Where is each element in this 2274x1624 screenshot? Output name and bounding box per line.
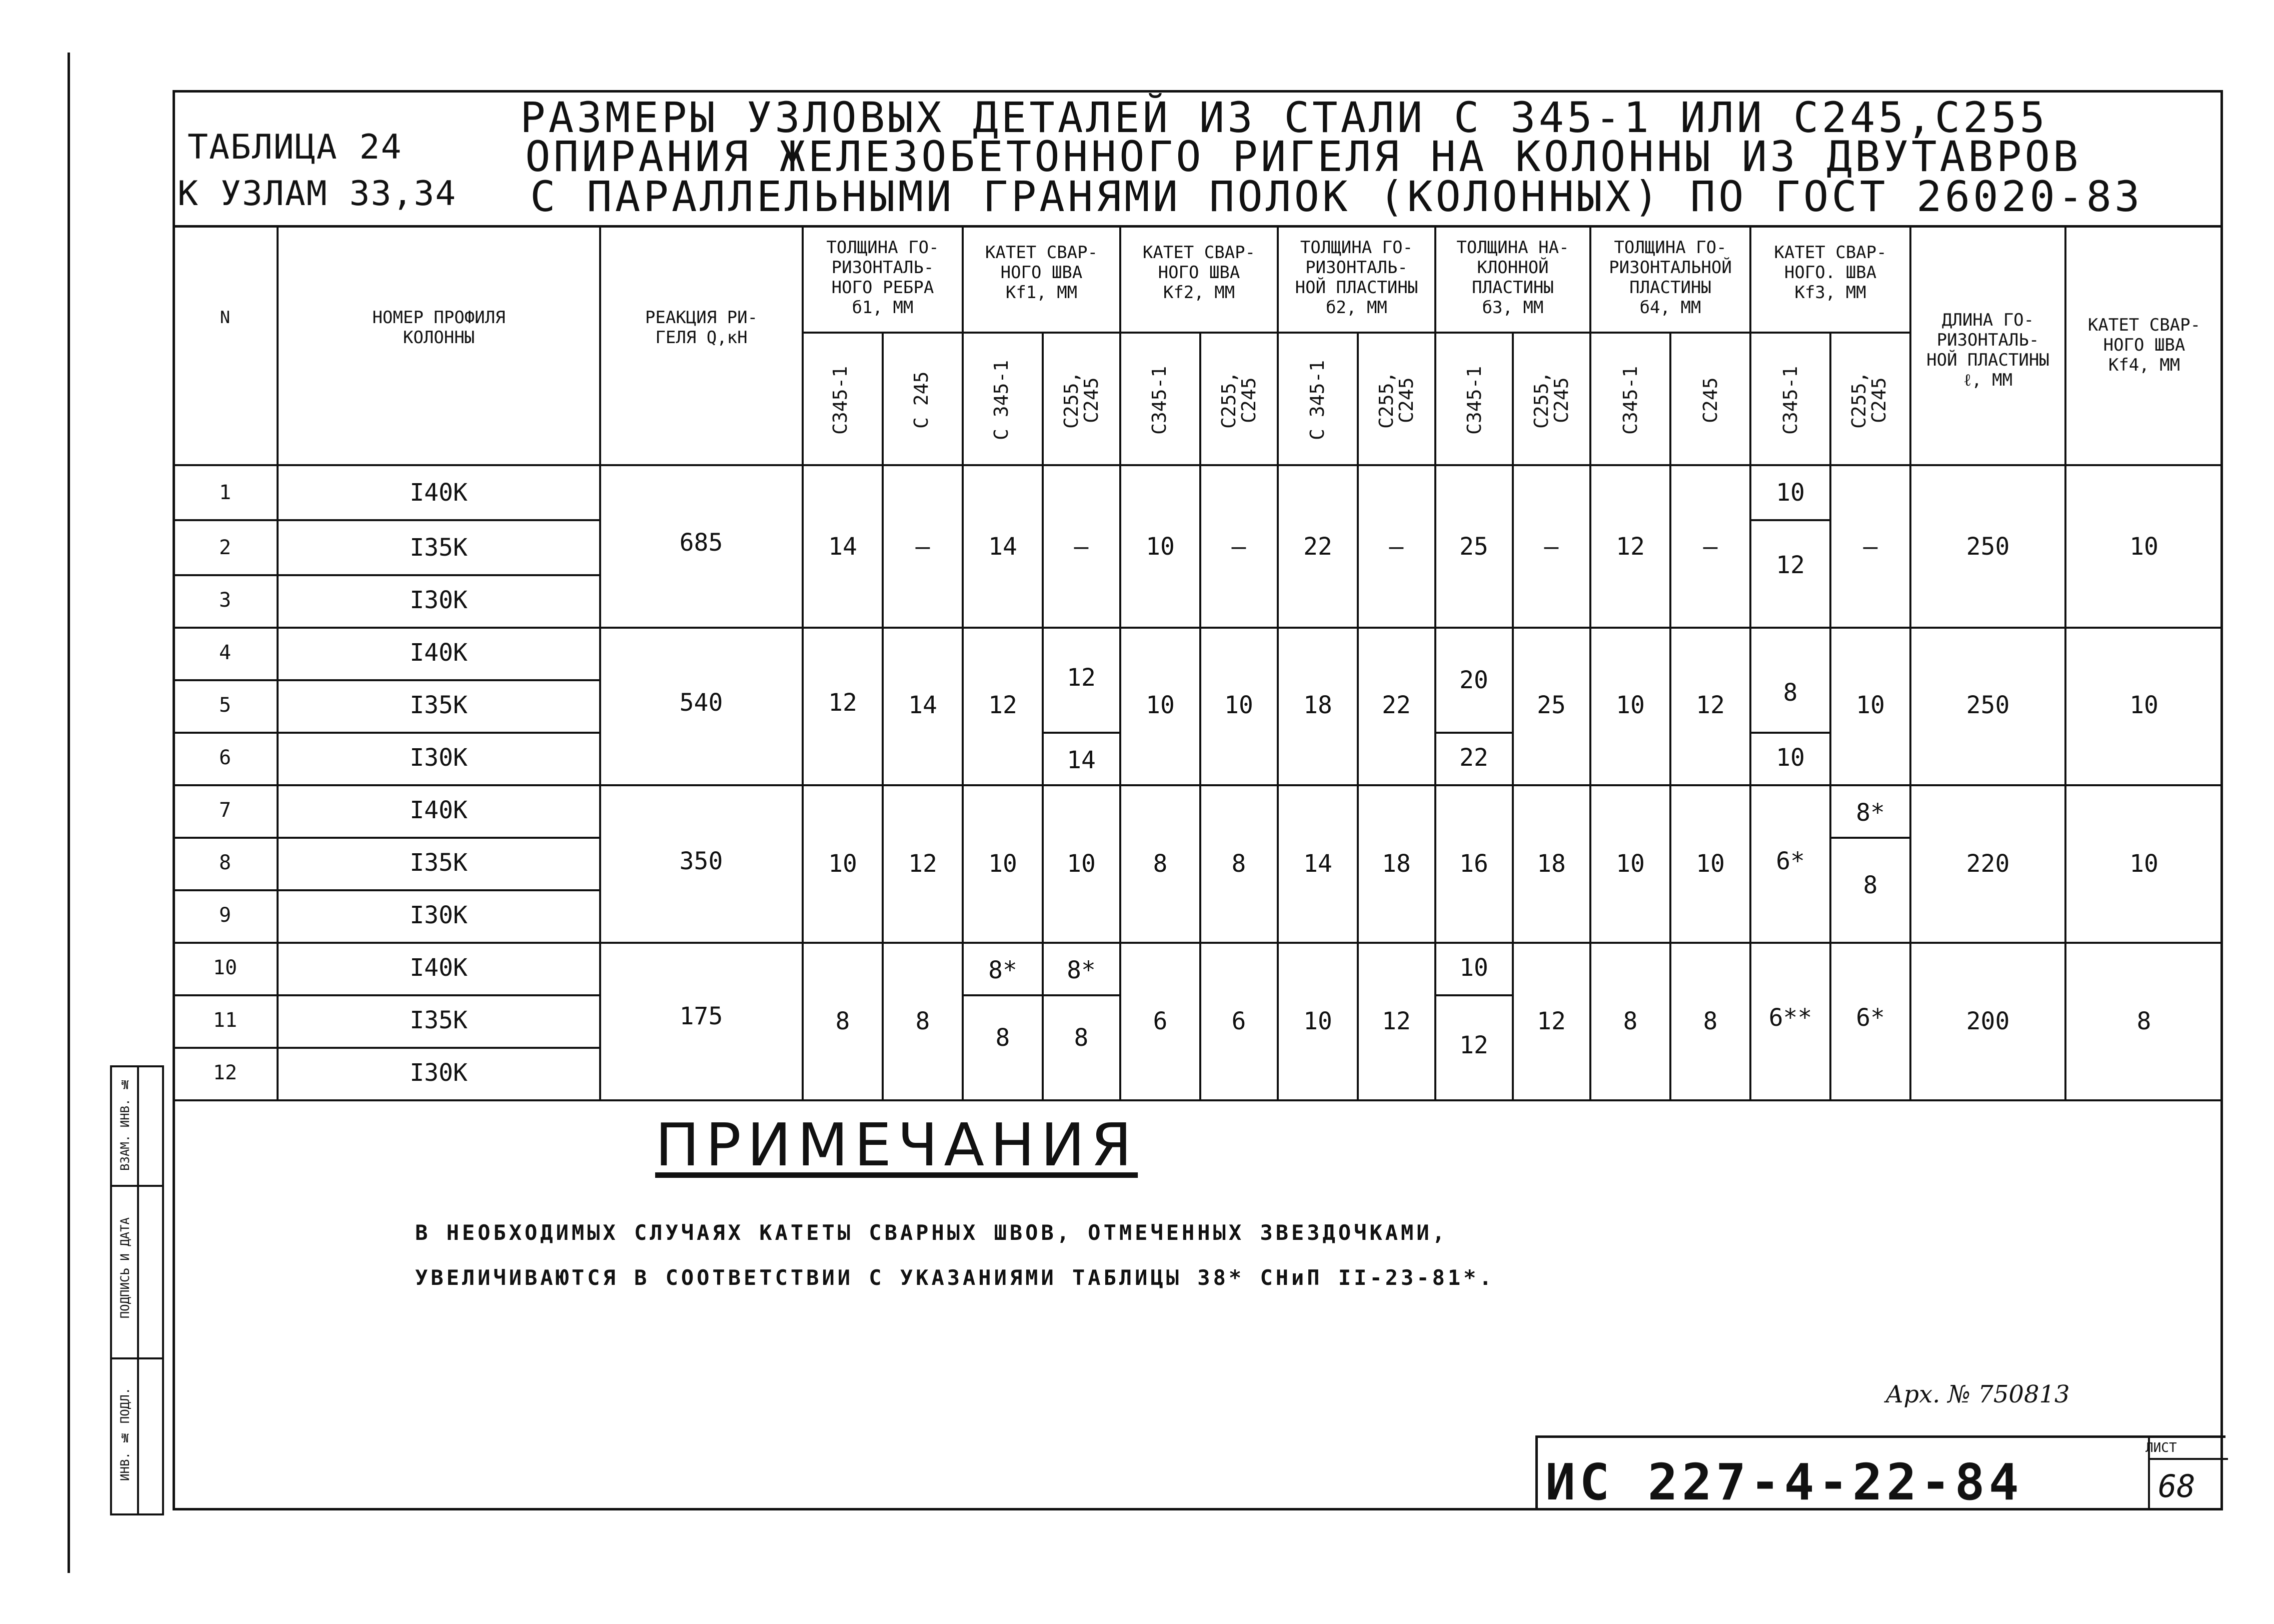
row-n: 11 bbox=[213, 1009, 238, 1032]
b2-c345-value: 10 bbox=[1303, 1007, 1332, 1035]
b3-c255-value: 12 bbox=[1537, 1007, 1566, 1035]
kf1-c255-value: 14 bbox=[1067, 746, 1096, 774]
kf2-c345-value: 10 bbox=[1146, 533, 1175, 561]
kf2-c255-value: 6 bbox=[1231, 1007, 1246, 1035]
sub-kf2-c255: С255, С245 bbox=[1218, 371, 1260, 429]
row-n: 1 bbox=[219, 481, 232, 504]
kf3-c255-value: — bbox=[1863, 533, 1878, 561]
b3-c345-value: 25 bbox=[1459, 533, 1488, 561]
header-b4: ТОЛЩИНА ГО- РИЗОНТАЛЬНОЙ ПЛАСТИНЫ б4, ММ bbox=[1609, 238, 1732, 318]
kf3-c255-value: 6* bbox=[1856, 1004, 1885, 1032]
row-profile: I35К bbox=[410, 534, 468, 562]
kf2-c255-value: 10 bbox=[1224, 691, 1253, 719]
kf2-c255-value: 8 bbox=[1231, 850, 1246, 878]
nodes-label: К УЗЛАМ 33,34 bbox=[178, 174, 457, 214]
header-length: ДЛИНА ГО- РИЗОНТАЛЬ- НОЙ ПЛАСТИНЫ ℓ, ММ bbox=[1926, 310, 2049, 390]
header-kf2: КАТЕТ СВАР- НОГО ШВА Кf2, ММ bbox=[1142, 243, 1256, 303]
b2-c255-value: 22 bbox=[1382, 691, 1411, 719]
b3-c255-value: 18 bbox=[1537, 850, 1566, 878]
b3-c255-value: — bbox=[1544, 533, 1559, 561]
sub-b3-c345: С345-1 bbox=[1463, 366, 1485, 435]
row-n: 4 bbox=[219, 641, 232, 664]
b3-c255-value: 25 bbox=[1537, 691, 1566, 719]
b4-c245-value: 12 bbox=[1696, 691, 1725, 719]
kf1-c345-value: 14 bbox=[988, 533, 1017, 561]
kf3-c255-value: 8* bbox=[1856, 799, 1885, 827]
row-n: 12 bbox=[213, 1061, 238, 1084]
kf4-value: 8 bbox=[2136, 1007, 2151, 1035]
kf2-c345-value: 10 bbox=[1146, 691, 1175, 719]
row-profile: I30К bbox=[410, 901, 468, 929]
side-stamp bbox=[110, 1065, 164, 1515]
b3-c345-value: 16 bbox=[1459, 850, 1488, 878]
row-profile: I35К bbox=[410, 849, 468, 877]
b4-c245-value: 8 bbox=[1703, 1007, 1718, 1035]
header-profile: НОМЕР ПРОФИЛЯ КОЛОННЫ bbox=[372, 308, 506, 348]
row-profile: I40К bbox=[410, 954, 468, 982]
row-profile: I40К bbox=[410, 796, 468, 824]
header-b1: ТОЛЩИНА ГО- РИЗОНТАЛЬ- НОГО РЕБРА б1, ММ bbox=[826, 238, 939, 318]
kf2-c345-value: 6 bbox=[1153, 1007, 1168, 1035]
row-n: 10 bbox=[213, 956, 238, 979]
reaction-value: 540 bbox=[679, 689, 723, 717]
header-kf4: КАТЕТ СВАР- НОГО ШВА Кf4, ММ bbox=[2087, 315, 2201, 375]
kf1-c345-value: 10 bbox=[988, 850, 1017, 878]
b4-c245-value: 10 bbox=[1696, 850, 1725, 878]
length-value: 220 bbox=[1966, 850, 2010, 878]
kf3-c345-value: 6** bbox=[1768, 1004, 1812, 1032]
b2-c255-value: 12 bbox=[1382, 1007, 1411, 1035]
kf3-c345-value: 10 bbox=[1776, 479, 1805, 507]
b3-c345-value: 10 bbox=[1459, 954, 1488, 982]
sub-kf1-c255: С255, С245 bbox=[1060, 371, 1102, 429]
kf4-value: 10 bbox=[2129, 533, 2158, 561]
kf1-c255-value: 8* bbox=[1067, 956, 1096, 984]
sub-b4-c245: С245 bbox=[1699, 377, 1721, 423]
stamp-inv-orig: ИНВ. № ПОДЛ. bbox=[118, 1387, 132, 1481]
kf4-value: 10 bbox=[2129, 850, 2158, 878]
sub-b2-c255: С255, С245 bbox=[1375, 371, 1417, 429]
kf3-c255-value: 10 bbox=[1856, 691, 1885, 719]
row-n: 2 bbox=[219, 536, 232, 559]
row-n: 8 bbox=[219, 851, 232, 874]
b3-c345-value: 22 bbox=[1459, 744, 1488, 772]
kf3-c345-value: 8 bbox=[1783, 679, 1798, 707]
b1-c245-value: 14 bbox=[908, 691, 937, 719]
kf3-c345-value: 12 bbox=[1776, 551, 1805, 579]
sheet-label: ЛИСТ bbox=[2145, 1440, 2177, 1455]
b1-c345-value: 12 bbox=[828, 689, 857, 717]
b3-c345-value: 12 bbox=[1459, 1031, 1488, 1059]
b2-c345-value: 18 bbox=[1303, 691, 1332, 719]
header-b3: ТОЛЩИНА НА- КЛОННОЙ ПЛАСТИНЫ б3, ММ bbox=[1456, 238, 1569, 318]
length-value: 200 bbox=[1966, 1007, 2010, 1035]
row-profile: I30К bbox=[410, 1059, 468, 1087]
title-line-1: РАЗМЕРЫ УЗЛОВЫХ ДЕТАЛЕЙ ИЗ СТАЛИ С 345-1 ИЛИ С245,С255 bbox=[520, 93, 2048, 142]
row-n: 3 bbox=[219, 589, 232, 612]
kf3-c255-value: 8 bbox=[1863, 871, 1878, 899]
b4-c345-value: 12 bbox=[1616, 533, 1645, 561]
header-n: N bbox=[220, 308, 231, 328]
notes-title: ПРИМЕЧАНИЯ bbox=[655, 1110, 1138, 1179]
b4-c245-value: — bbox=[1703, 533, 1718, 561]
row-profile: I30К bbox=[410, 744, 468, 772]
header-kf1: КАТЕТ СВАР- НОГО ШВА Кf1, ММ bbox=[985, 243, 1098, 303]
sub-kf2-c345: С345-1 bbox=[1148, 366, 1170, 435]
sub-kf3-c345: С345-1 bbox=[1779, 366, 1801, 435]
kf1-c255-value: 12 bbox=[1067, 664, 1096, 692]
sub-kf1-c345: С 345-1 bbox=[990, 360, 1012, 441]
kf4-value: 10 bbox=[2129, 691, 2158, 719]
kf3-c345-value: 10 bbox=[1776, 744, 1805, 772]
kf1-c255-value: 8 bbox=[1074, 1024, 1089, 1052]
row-n: 7 bbox=[219, 799, 232, 822]
row-n: 6 bbox=[219, 746, 232, 769]
b1-c245-value: 12 bbox=[908, 850, 937, 878]
row-n: 9 bbox=[219, 904, 232, 927]
b1-c245-value: 8 bbox=[915, 1007, 930, 1035]
kf1-c345-value: 8* bbox=[988, 956, 1017, 984]
row-profile: I35К bbox=[410, 691, 468, 719]
header-reaction: РЕАКЦИЯ РИ- ГЕЛЯ Q,кН bbox=[645, 308, 758, 348]
header-b2: ТОЛЩИНА ГО- РИЗОНТАЛЬ- НОЙ ПЛАСТИНЫ б2, ММ bbox=[1295, 238, 1418, 318]
kf1-c345-value: 12 bbox=[988, 691, 1017, 719]
b4-c345-value: 10 bbox=[1616, 691, 1645, 719]
document-code: ИС 227-4-22-84 bbox=[1545, 1453, 2023, 1511]
reaction-value: 685 bbox=[679, 529, 723, 557]
b2-c345-value: 14 bbox=[1303, 850, 1332, 878]
b1-c345-value: 10 bbox=[828, 850, 857, 878]
b2-c345-value: 22 bbox=[1303, 533, 1332, 561]
header-kf3: КАТЕТ СВАР- НОГО. ШВА Кf3, ММ bbox=[1774, 243, 1887, 303]
kf2-c255-value: — bbox=[1231, 533, 1246, 561]
row-profile: I40К bbox=[410, 479, 468, 507]
b4-c345-value: 8 bbox=[1623, 1007, 1638, 1035]
sub-kf3-c255: С255, С245 bbox=[1848, 371, 1890, 429]
b1-c345-value: 14 bbox=[828, 533, 857, 561]
sub-b4-c345: С345-1 bbox=[1619, 366, 1641, 435]
sub-b1-c345: С345-1 bbox=[829, 366, 851, 435]
archive-number: Арх. № 750813 bbox=[1885, 1380, 2070, 1408]
b3-c345-value: 20 bbox=[1459, 666, 1488, 694]
reaction-value: 175 bbox=[679, 1002, 723, 1030]
stamp-inv-replace: ВЗАМ. ИНВ. № bbox=[118, 1077, 132, 1171]
title-line-2: ОПИРАНИЯ ЖЕЛЕЗОБЕТОННОГО РИГЕЛЯ НА КОЛОННЫ ИЗ ДВУТАВРОВ bbox=[525, 132, 2081, 181]
reaction-value: 350 bbox=[679, 847, 723, 875]
sheet-number: 68 bbox=[2158, 1468, 2195, 1504]
b1-c345-value: 8 bbox=[835, 1007, 850, 1035]
row-profile: I35К bbox=[410, 1006, 468, 1034]
row-profile: I40К bbox=[410, 639, 468, 667]
title-line-3: С ПАРАЛЛЕЛЬНЫМИ ГРАНЯМИ ПОЛОК (КОЛОННЫХ) ПО ГОСТ 26020-83 bbox=[530, 172, 2143, 221]
b2-c255-value: — bbox=[1389, 533, 1404, 561]
b1-c245-value: — bbox=[915, 533, 930, 561]
row-n: 5 bbox=[219, 694, 232, 717]
notes-text: В НЕОБХОДИМЫХ СЛУЧАЯХ КАТЕТЫ СВАРНЫХ ШВОВ, ОТМЕЧЕННЫХ ЗВЕЗДОЧКАМИ, УВЕЛИЧИВАЮТСЯ В СООТВЕТСТВИИ С УКАЗАНИЯМИ ТАБЛИЦЫ 38* СНиП II-23-81*. bbox=[415, 1220, 1495, 1290]
kf1-c255-value: — bbox=[1074, 533, 1089, 561]
kf1-c345-value: 8 bbox=[995, 1024, 1010, 1052]
kf2-c345-value: 8 bbox=[1153, 850, 1168, 878]
table-label: ТАБЛИЦА 24 bbox=[188, 128, 403, 167]
b4-c345-value: 10 bbox=[1616, 850, 1645, 878]
sub-b3-c255: С255, С245 bbox=[1530, 371, 1572, 429]
sub-b1-c245: С 245 bbox=[910, 371, 932, 429]
kf3-c345-value: 6* bbox=[1776, 847, 1805, 875]
stamp-sign-date: ПОДПИСЬ И ДАТА bbox=[118, 1217, 132, 1319]
row-profile: I30К bbox=[410, 586, 468, 614]
length-value: 250 bbox=[1966, 691, 2010, 719]
length-value: 250 bbox=[1966, 533, 2010, 561]
kf1-c255-value: 10 bbox=[1067, 850, 1096, 878]
sub-b2-c345: С 345-1 bbox=[1306, 360, 1328, 441]
b2-c255-value: 18 bbox=[1382, 850, 1411, 878]
